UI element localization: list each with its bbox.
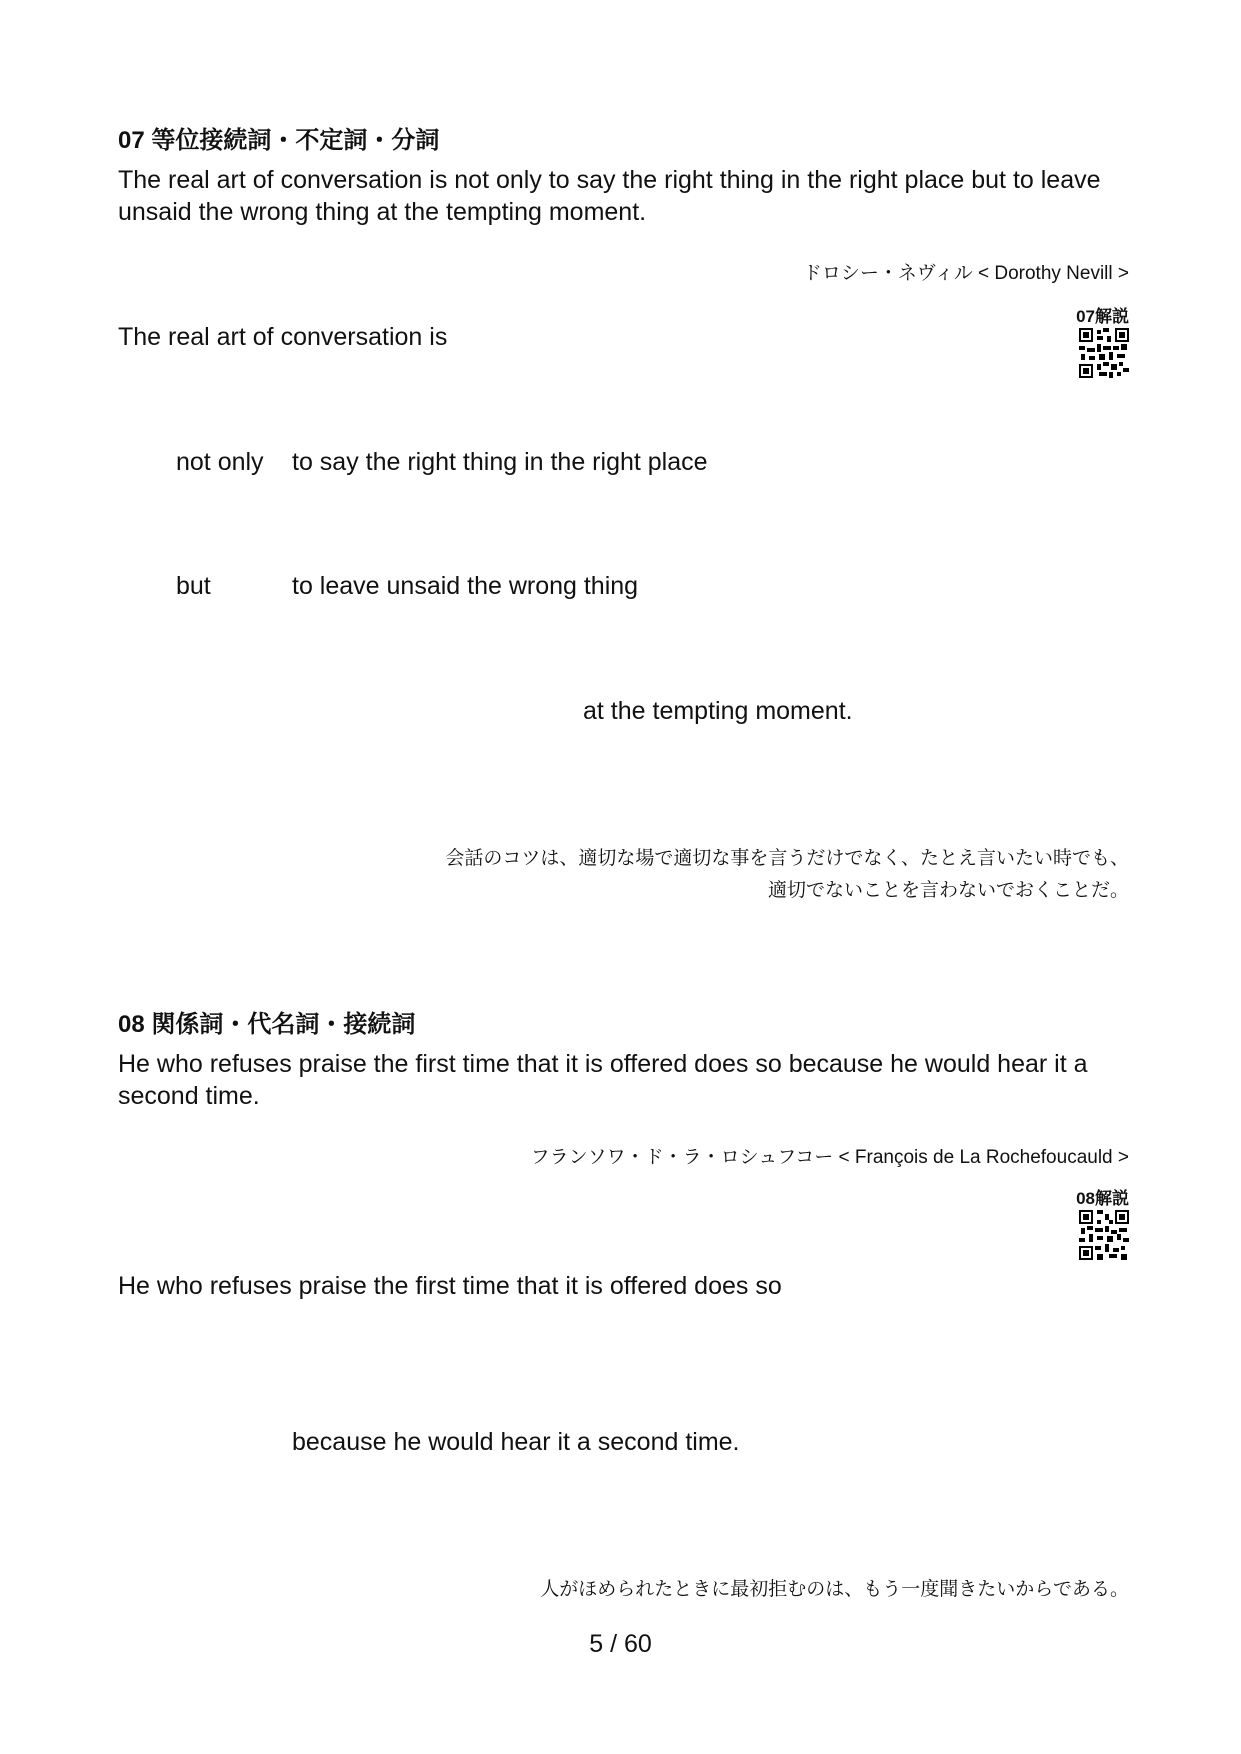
section-07-conj-not-only: not only <box>176 448 264 476</box>
section-07-quote: The real art of conversation is not only to say the right thing in the right place but to leave unsaid the wrong thing at the tempting moment. <box>118 166 1101 226</box>
section-07-translation-line-1: 会話のコツは、適切な場で適切な事を言うだけでなく、たとえ言いたい時でも、 <box>445 848 1129 869</box>
section-07-conj-but: but <box>176 572 211 600</box>
section-07-line-2: to say the right thing in the right place <box>292 448 708 476</box>
section-08-author: フランソワ・ド・ラ・ロシュフコー < François de La Rochefoucauld > <box>530 1147 1129 1168</box>
section-07-qr-label: 07解説 <box>1076 307 1129 326</box>
qr-code-07-icon[interactable] <box>1079 328 1129 378</box>
section-07-translation-line-2: 適切でないことを言わないでおくことだ。 <box>767 880 1129 901</box>
section-08-heading: 08 関係詞・代名詞・接続詞 <box>118 1011 416 1038</box>
section-08-qr-label: 08解説 <box>1076 1189 1129 1208</box>
section-08-line-2: because he would hear it a second time. <box>292 1428 740 1456</box>
page-number: 5 / 60 <box>589 1630 652 1658</box>
qr-code-08-icon[interactable] <box>1079 1210 1129 1260</box>
section-07-author: ドロシー・ネヴィル < Dorothy Nevill > <box>802 263 1129 284</box>
section-07-heading: 07 等位接続詞・不定詞・分詞 <box>118 127 440 154</box>
section-07-line-1: The real art of conversation is <box>118 323 448 351</box>
section-08-line-1: He who refuses praise the first time that it is offered does so <box>118 1272 782 1300</box>
section-07-line-4: at the tempting moment. <box>583 697 853 725</box>
section-08-translation-line-1: 人がほめられたときに最初拒むのは、もう一度聞きたいからである。 <box>540 1579 1129 1600</box>
section-07-line-3: to leave unsaid the wrong thing <box>292 572 639 600</box>
section-08-quote: He who refuses praise the first time that it is offered does so because he would hear it a second time. <box>118 1050 1088 1110</box>
